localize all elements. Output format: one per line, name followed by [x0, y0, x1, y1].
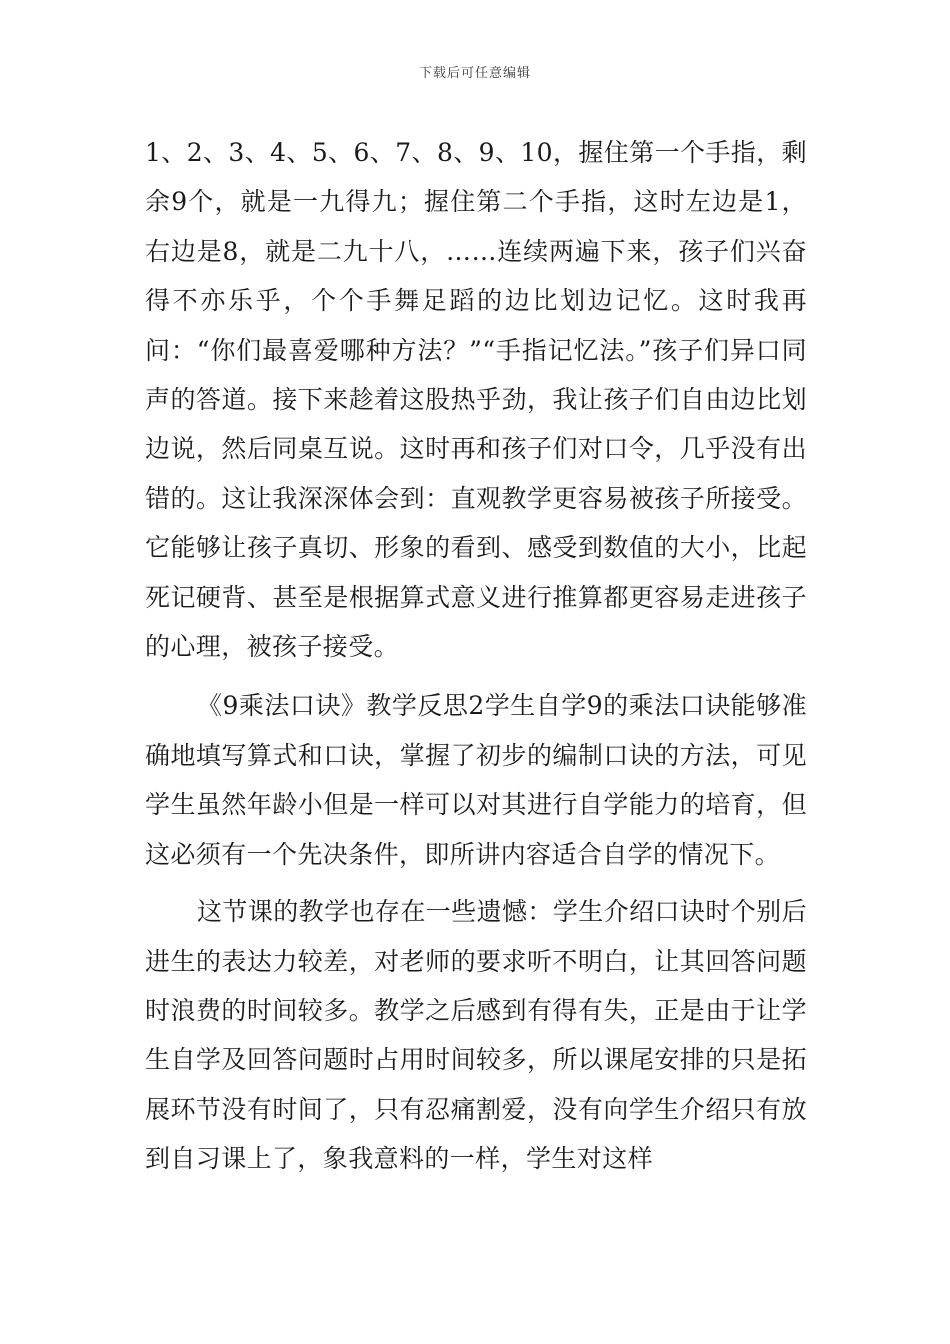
paragraph-1: 1、2、3、4、5、6、7、8、9、10，握住第一个手指，剩余9个，就是一九得九；握住第二个手指，这时左边是1，右边是8，就是二九十八，……连续两遍下来，孩子们兴奋得不亦乐乎，个个手舞足蹈的边比划边记忆。这时我再问：“你们最喜爱哪种方法？”“手指记忆法。”孩子们异口同声的答道。接下来趁着这股热乎劲，我让孩子们自由边比划边说，然后同桌互说。这时再和孩子们对口令，几乎没有出错的。这让我深深体会到：直观教学更容易被孩子所接受。它能够让孩子真切、形象的看到、感受到数值的大小，比起死记硬背、甚至是根据算式意义进行推算都更容易走进孩子的心理，被孩子接受。 [145, 138, 807, 662]
document-body [145, 128, 807, 1184]
paragraph-2: 《9乘法口诀》教学反思2学生自学9的乘法口诀能够准确地填写算式和口诀，掌握了初步的编制口诀的方法，可见学生虽然年龄小但是一样可以对其进行自学能力的培育，但这必须有一个先决条件，即所讲内容适合自学的情况下。 [145, 691, 807, 869]
page-header: 下载后可任意编辑 [418, 66, 531, 81]
paragraph-3: 这节课的教学也存在一些遗憾：学生介绍口诀时个别后进生的表达力较差，对老师的要求听不明白，让其回答问题时浪费的时间较多。教学之后感到有得有失，正是由于让学生自学及回答问题时占用时间较多，所以课尾安排的只是拓展环节没有时间了，只有忍痛割爱，没有向学生介绍只有放到自习课上了，象我意料的一样，学生对这样 [145, 897, 807, 1174]
